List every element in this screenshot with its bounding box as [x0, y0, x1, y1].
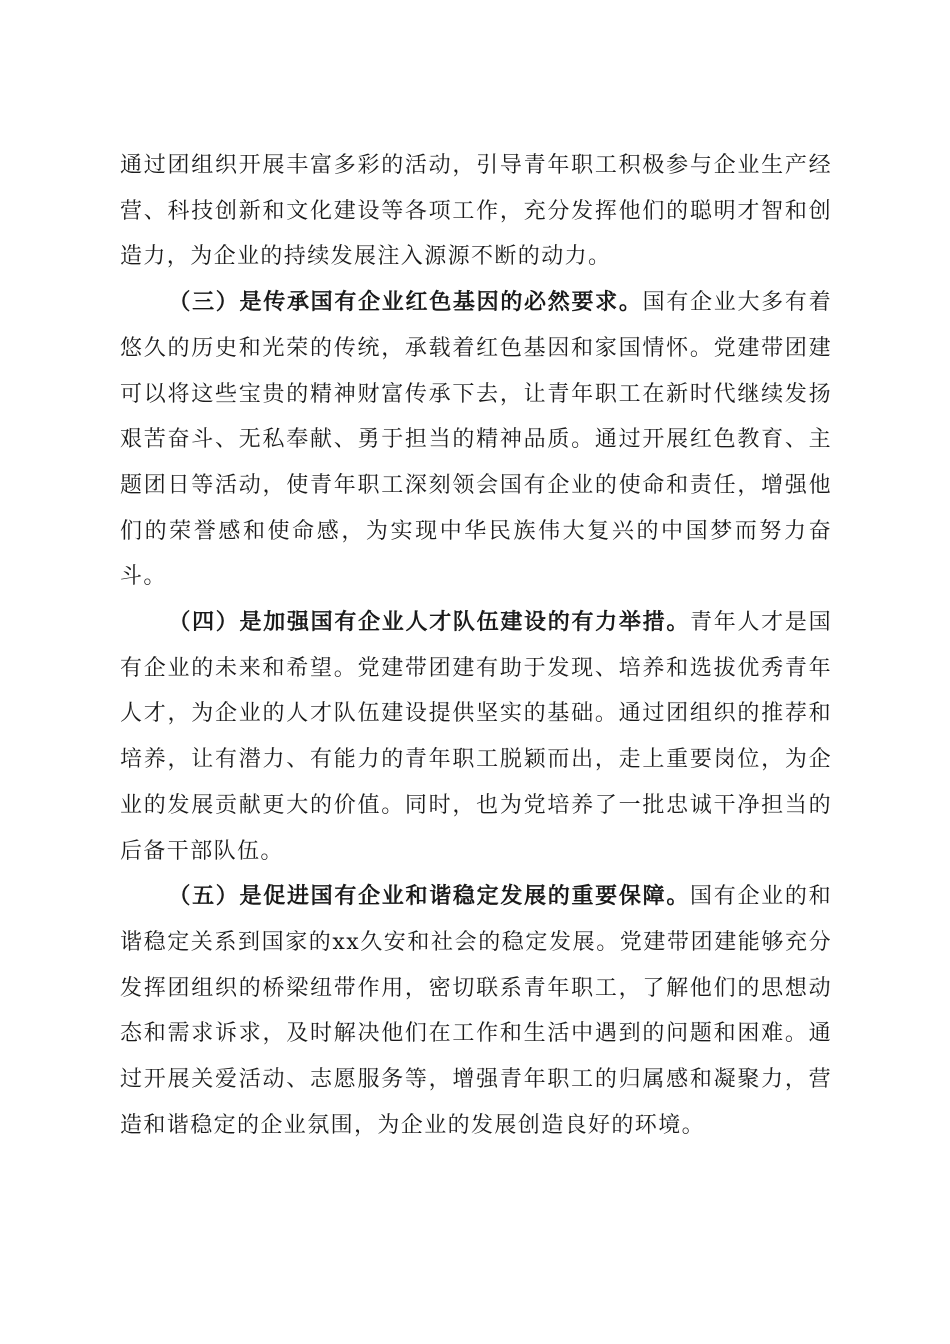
paragraph-body: 国有企业大多有着悠久的历史和光荣的传统，承载着红色基因和家国情怀。党建带团建可以将这些宝贵的精神财富传承下去，让青年职工在新时代继续发扬艰苦奋斗、无私奉献、勇于担当的精神品质。通过开展红色教育、主题团日等活动，使青年职工深刻领会国有企业的使命和责任，增强他们的荣誉感和使命感，为实现中华民族伟大复兴的中国梦而努力奋斗。 [120, 290, 832, 590]
document-body [120, 143, 832, 1148]
section-heading: （四）是加强国有企业人才队伍建设的有力举措。 [168, 609, 691, 636]
paragraph-section-5 [120, 874, 832, 1148]
paragraph-body: 国有企业的和谐稳定关系到国家的xx久安和社会的稳定发展。党建带团建能够充分发挥团组织的桥梁纽带作用，密切联系青年职工，了解他们的思想动态和需求诉求，及时解决他们在工作和生活中遇到的问题和困难。通过开展关爱活动、志愿服务等，增强青年职工的归属感和凝聚力，营造和谐稳定的企业氛围，为企业的发展创造良好的环境。 [120, 884, 832, 1138]
paragraph-section-3 [120, 280, 832, 600]
paragraph-section-4 [120, 600, 832, 874]
paragraph-body: 青年人才是国有企业的未来和希望。党建带团建有助于发现、培养和选拔优秀青年人才，为企业的人才队伍建设提供坚实的基础。通过团组织的推荐和培养，让有潜力、有能力的青年职工脱颖而出，走上重要岗位，为企业的发展贡献更大的价值。同时，也为党培养了一批忠诚干净担当的后备干部队伍。 [120, 610, 832, 864]
section-heading: （三）是传承国有企业红色基因的必然要求。 [168, 289, 643, 316]
section-heading: （五）是促进国有企业和谐稳定发展的重要保障。 [168, 883, 691, 910]
paragraph-body: 通过团组织开展丰富多彩的活动，引导青年职工积极参与企业生产经营、科技创新和文化建设等各项工作，充分发挥他们的聪明才智和创造力，为企业的持续发展注入源源不断的动力。 [120, 153, 832, 270]
paragraph-continuation [120, 143, 832, 280]
